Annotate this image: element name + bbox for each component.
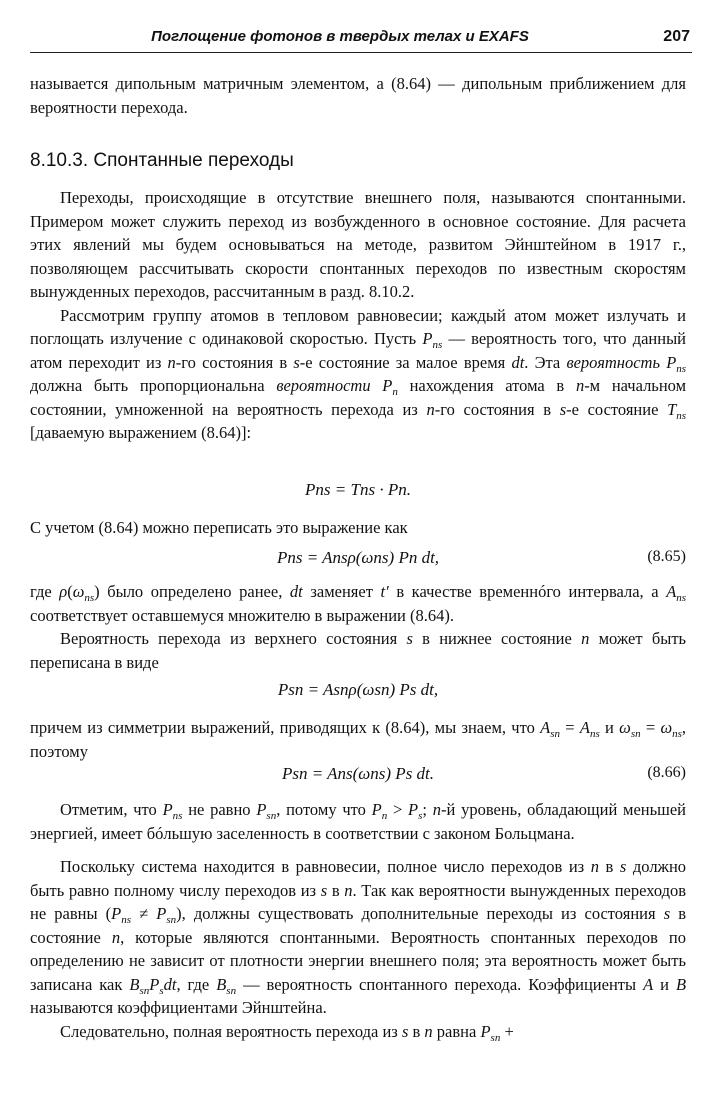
body-block-3	[30, 580, 686, 674]
body-block-5	[30, 798, 686, 1043]
header-rule	[30, 52, 692, 53]
paragraph-symmetry: причем из симметрии выражений, приводящих к (8.64), мы знаем, что $A_{sn} = A_{ns}$ и $\omega_{sn} = \omega_{ns}$, поэтому	[30, 718, 687, 761]
equation-pns	[30, 480, 686, 506]
page-number: 207	[663, 28, 690, 45]
equation-pns-body: Pns = Tns · Pn.	[305, 480, 411, 499]
equation-8-65-body: Pns = Ansρ(ωns) Pn dt,	[276, 548, 440, 567]
paragraph-boltzmann: Отметим, что $P_{ns}$ не равно $P_{sn}$, потому что $P_n > P_s$; n-й уровень, обладающий меньшей энергией, имеет бóльшую заселенность в соответствии с законом Больцмана.	[30, 800, 687, 843]
equation-8-66-body: Psn = Ans(ωns) Ps dt.	[281, 764, 435, 783]
equation-8-66	[30, 764, 686, 790]
paragraph-thermal-equilibrium: Рассмотрим группу атомов в тепловом равновесии; каждый атом может излучать и поглощать излучение с одинаковой скоростью. Пусть $P_{ns}$ — вероятность того, что данный атом переходит из n-го состояния в s-е состояние за малое время dt. Эта вероятность $P_{ns}$ должна быть пропорциональна вероятности $P_n$ нахождения атома в n-м начальном состоянии, умноженной на вероятность перехода из n-го состояния в s-е состояние $T_{ns}$ [даваемую выражением (8.64)]:	[30, 305, 687, 442]
intro-text: называется дипольным матричным элементом, а (8.64) — дипольным приближением для вероятности перехода.	[30, 74, 686, 117]
paragraph-equilibrium: Поскольку система находится в равновесии, полное число переходов из n в s должно быть равно полному числу переходов из s в n. Так как вероятности вынужденных переходов не равны $(P_{ns} \ne P_{sn})$, должны существовать дополнительные переходы из состояния s в состояние n, которые являются спонтанными. Вероятность спонтанных переходов по определению не зависит от плотности энергии внешнего поля; эта вероятность может быть записана как $B_{sn}P_sdt$, где $B_{sn}$ — вероятность спонтанного перехода. Коэффициенты A и B называются коэффициентами Эйнштейна.	[30, 857, 687, 1017]
paragraph-total-probability: Следовательно, полная вероятность перехода из s в n равна $P_{sn}$ +	[60, 1021, 514, 1044]
paragraph-upper-lower: Вероятность перехода из верхнего состояния s в нижнее состояние n может быть переписана в виде	[30, 629, 687, 672]
section-heading: 8.10.3. Спонтанные переходы	[30, 150, 294, 171]
body-block-1	[30, 186, 686, 445]
equation-8-66-number: (8.66)	[647, 764, 686, 781]
body-block-2	[30, 516, 686, 540]
equation-8-65-number: (8.65)	[647, 548, 686, 565]
equation-8-65	[30, 548, 686, 574]
paragraph-rewrite: С учетом (8.64) можно переписать это выражение как	[30, 518, 408, 537]
body-block-4	[30, 716, 686, 763]
paragraph-spontaneous-intro: Переходы, происходящие в отсутствие внешнего поля, называются спонтанными. Примером может служить переход из возбужденного в основное состояние. Для расчета этих явлений мы будем основываться на методе, развитом Эйнштейном в 1917 г., позволяющем рассчитывать скорости спонтанных переходов по известным скоростям вынужденных переходов, рассчитанным в разд. 8.10.2.	[30, 188, 686, 301]
page-header	[30, 28, 690, 54]
equation-psn-body: Psn = Asnρ(ωsn) Ps dt,	[277, 680, 439, 699]
running-title: Поглощение фотонов в твердых телах и EXAFS	[151, 28, 529, 45]
equation-psn	[30, 680, 686, 706]
paragraph-rho-definition: где $\rho(\omega_{ns})$ было определено ранее, dt заменяет t′ в качестве временнóго интервала, а $A_{ns}$ соответствует оставшемуся множителю в выражении (8.64).	[30, 582, 687, 625]
intro-paragraph	[30, 72, 686, 119]
